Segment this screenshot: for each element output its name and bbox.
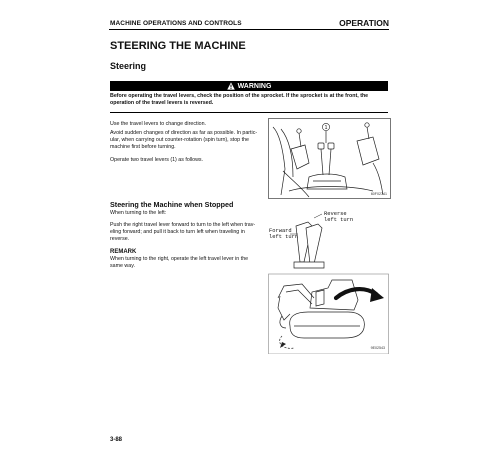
paragraph-line: Push the right travel lever forward to turn to the left when trav- [110,222,256,228]
paragraph-line: eling forward; and pull it back to turn left when traveling in [110,229,245,235]
header-chapter: OPERATION [339,18,389,28]
warning-line-2: operation of the travel levers is reversed. [110,100,214,107]
paragraph-push-lever [110,222,265,243]
label-line: left turn [269,234,299,240]
warning-banner [110,81,388,91]
label-reverse-left-turn [324,211,353,223]
warning-text [110,93,388,107]
warning-rule [110,112,388,113]
paragraph-line: ular, when carrying out counter-rotation (spin turn), stop the [110,137,249,143]
section-title: Steering the Machine when Stopped [110,200,234,209]
warning-icon [227,82,235,90]
paragraph-turn-left: When turning to the left: [110,210,167,216]
remark-text [110,256,265,270]
figure-code: 60F02741 [370,192,387,196]
label-line: left turn [324,217,354,223]
paragraph-line: same way. [110,263,135,269]
page-title: STEERING THE MACHINE [110,40,246,52]
paragraph-operate-levers: Operate two travel levers (1) as follows. [110,157,204,163]
paragraph-avoid-sudden [110,130,265,151]
paragraph-line: reverse. [110,236,130,242]
figure-left-turn [268,208,389,354]
header-section: MACHINE OPERATIONS AND CONTROLS [110,20,242,27]
figure-code: 9E02543 [370,346,385,350]
label-forward-left-turn [269,228,298,240]
warning-line-1: Before operating the travel levers, check the position of the sprocket. If the sprocket is at the front, the [110,93,369,99]
figure-travel-levers [268,118,391,199]
paragraph-line: When turning to the right, operate the left travel lever in the [110,256,249,262]
header-rule [109,29,389,30]
page-number: 3-88 [110,437,123,443]
label-line: Reverse [324,211,347,217]
paragraph-line: machine first before turning. [110,144,176,150]
callout-number: 1 [324,124,328,131]
warning-label: WARNING [237,82,272,90]
paragraph-line: Avoid sudden changes of direction as far as possible. In partic- [110,130,258,136]
paragraph-use-levers: Use the travel levers to change direction. [110,121,206,127]
operator-cab-illustration [269,119,390,198]
label-line: Forward [269,228,292,234]
page-subtitle: Steering [110,61,147,71]
remark-label: REMARK [110,249,137,255]
